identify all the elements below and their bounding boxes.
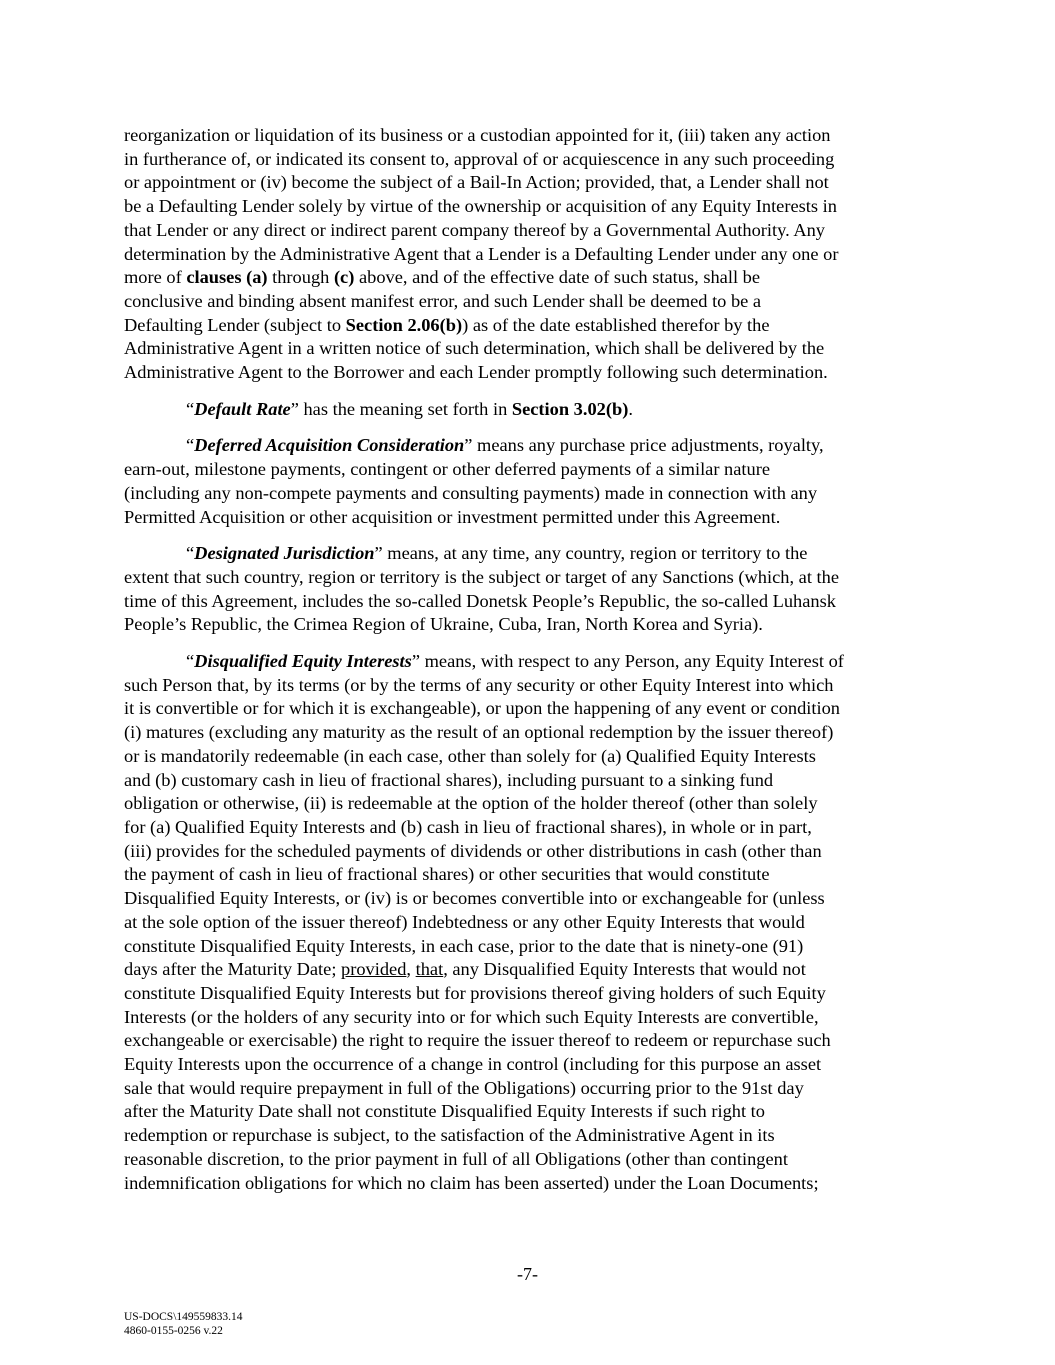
text-line: or appointment or (iv) become the subject of a Bail-In Action; provided, that, a Lender shall not (124, 172, 829, 193)
definition-deferred-acquisition-consideration (124, 434, 932, 529)
defined-term: Disqualified Equity Interests (194, 651, 412, 672)
section-reference: Section 3.02(b) (511, 398, 629, 419)
text-line: extent that such country, region or territory is the subject or target of any Sanctions (which, at the (124, 566, 839, 587)
text-line: Interests (or the holders of any security into or for which such Equity Interests are convertible, (124, 1006, 819, 1027)
text-line: the payment of cash in lieu of fractional shares) or other securities that would constitute (124, 864, 770, 885)
document-body (124, 124, 932, 1208)
text-line: “Default Rate” has the meaning set forth in Section 3.02(b). (186, 398, 633, 419)
text-line: constitute Disqualified Equity Interests but for provisions thereof giving holders of such Equity (124, 982, 826, 1003)
text-line: constitute Disqualified Equity Interests, in each case, prior to the date that is ninety-one (91) (124, 935, 804, 956)
text-line: reasonable discretion, to the prior payment in full of all Obligations (other than contingent (124, 1148, 788, 1169)
definition-disqualified-equity-interests (124, 650, 932, 1195)
text-line: it is convertible or for which it is exchangeable), or upon the happening of any event or condition (124, 698, 841, 719)
text-line: in furtherance of, or indicated its consent to, approval of or acquiescence in any such proceeding (124, 148, 835, 169)
defined-term: Designated Jurisdiction (194, 543, 375, 564)
paragraph-defaulting-lender-continued (124, 124, 932, 385)
text-line: more of clauses (a) through (c) above, and of the effective date of such status, shall be (124, 267, 761, 288)
document-version: 4860-0155-0256 v.22 (124, 1325, 223, 1337)
text-line: exchangeable or exercisable) the right to require the issuer thereof to redeem or repurchase such (124, 1030, 831, 1051)
text-line: sale that would require prepayment in full of the Obligations) occurring prior to the 91st day (124, 1077, 804, 1098)
defined-term: Default Rate (194, 398, 291, 419)
clause-reference: (c) (333, 267, 355, 288)
text-line: time of this Agreement, includes the so-called Donetsk People’s Republic, the so-called Luhansk (124, 590, 836, 611)
text-line: determination by the Administrative Agent that a Lender is a Defaulting Lender under any one or (124, 243, 839, 264)
page-number: -7- (517, 1264, 538, 1284)
text-line: Administrative Agent in a written notice of such determination, which shall be delivered by the (124, 338, 825, 359)
text-line: Administrative Agent to the Borrower and each Lender promptly following such determination. (124, 362, 828, 383)
text-line: at the sole option of the issuer thereof) Indebtedness or any other Equity Interests that would (124, 911, 805, 932)
text-line: (including any non-compete payments and consulting payments) made in connection with any (124, 482, 818, 503)
section-reference: Section 2.06(b) (345, 314, 463, 335)
text-line: Equity Interests upon the occurrence of a change in control (including for this purpose an asset (124, 1054, 822, 1075)
definition-default-rate (124, 398, 932, 422)
text-line: that Lender or any direct or indirect parent company thereof by a Governmental Authority. Any (124, 219, 825, 240)
text-line: reorganization or liquidation of its business or a custodian appointed for it, (iii) taken any action (124, 125, 831, 145)
text-line: and (b) customary cash in lieu of fractional shares), including pursuant to a sinking fund (124, 769, 774, 790)
underlined-term: provided (341, 959, 407, 980)
text-line: for (a) Qualified Equity Interests and (b) cash in lieu of fractional shares), in whole or in part, (124, 816, 812, 837)
defined-term: Deferred Acquisition Consideration (194, 435, 465, 456)
underlined-term: that (415, 959, 444, 980)
text-line: (iii) provides for the scheduled payments of dividends or other distributions in cash (other than (124, 840, 822, 861)
text-line: “Designated Jurisdiction” means, at any time, any country, region or territory to the (186, 543, 808, 564)
text-line: days after the Maturity Date; provided, that, any Disqualified Equity Interests that would not (124, 959, 806, 980)
text-line: indemnification obligations for which no claim has been asserted) under the Loan Documents; (124, 1172, 819, 1193)
text-line: be a Defaulting Lender solely by virtue of the ownership or acquisition of any Equity Interests in (124, 196, 837, 217)
text-line: “Deferred Acquisition Consideration” means any purchase price adjustments, royalty, (186, 435, 824, 456)
document-id: US-DOCS\149559833.14 (124, 1311, 243, 1323)
text-line: redemption or repurchase is subject, to the satisfaction of the Administrative Agent in its (124, 1125, 775, 1146)
text-line: Disqualified Equity Interests, or (iv) is or becomes convertible into or exchangeable for (unless (124, 888, 825, 909)
text-line: earn-out, milestone payments, contingent or other deferred payments of a similar nature (124, 459, 771, 480)
text-line: (i) matures (excluding any maturity as the result of an optional redemption by the issuer thereof) (124, 722, 834, 743)
text-line: Defaulting Lender (subject to Section 2.06(b)) as of the date established therefor by the (124, 314, 770, 335)
text-line: or is mandatorily redeemable (in each case, other than solely for (a) Qualified Equity Interests (124, 745, 816, 766)
text-line: “Disqualified Equity Interests” means, with respect to any Person, any Equity Interest of (186, 651, 844, 672)
definition-designated-jurisdiction (124, 542, 932, 637)
text-line: People’s Republic, the Crimea Region of Ukraine, Cuba, Iran, North Korea and Syria). (124, 614, 763, 635)
document-footer (124, 1310, 243, 1338)
text-line: conclusive and binding absent manifest error, and such Lender shall be deemed to be a (124, 290, 762, 311)
clause-reference: clauses (a) (186, 267, 268, 288)
text-line: Permitted Acquisition or other acquisition or investment permitted under this Agreement. (124, 506, 781, 527)
text-line: obligation or otherwise, (ii) is redeemable at the option of the holder thereof (other than solely (124, 793, 818, 814)
text-line: such Person that, by its terms (or by the terms of any security or other Equity Interest into which (124, 674, 834, 695)
text-line: after the Maturity Date shall not constitute Disqualified Equity Interests if such right to (124, 1101, 765, 1122)
